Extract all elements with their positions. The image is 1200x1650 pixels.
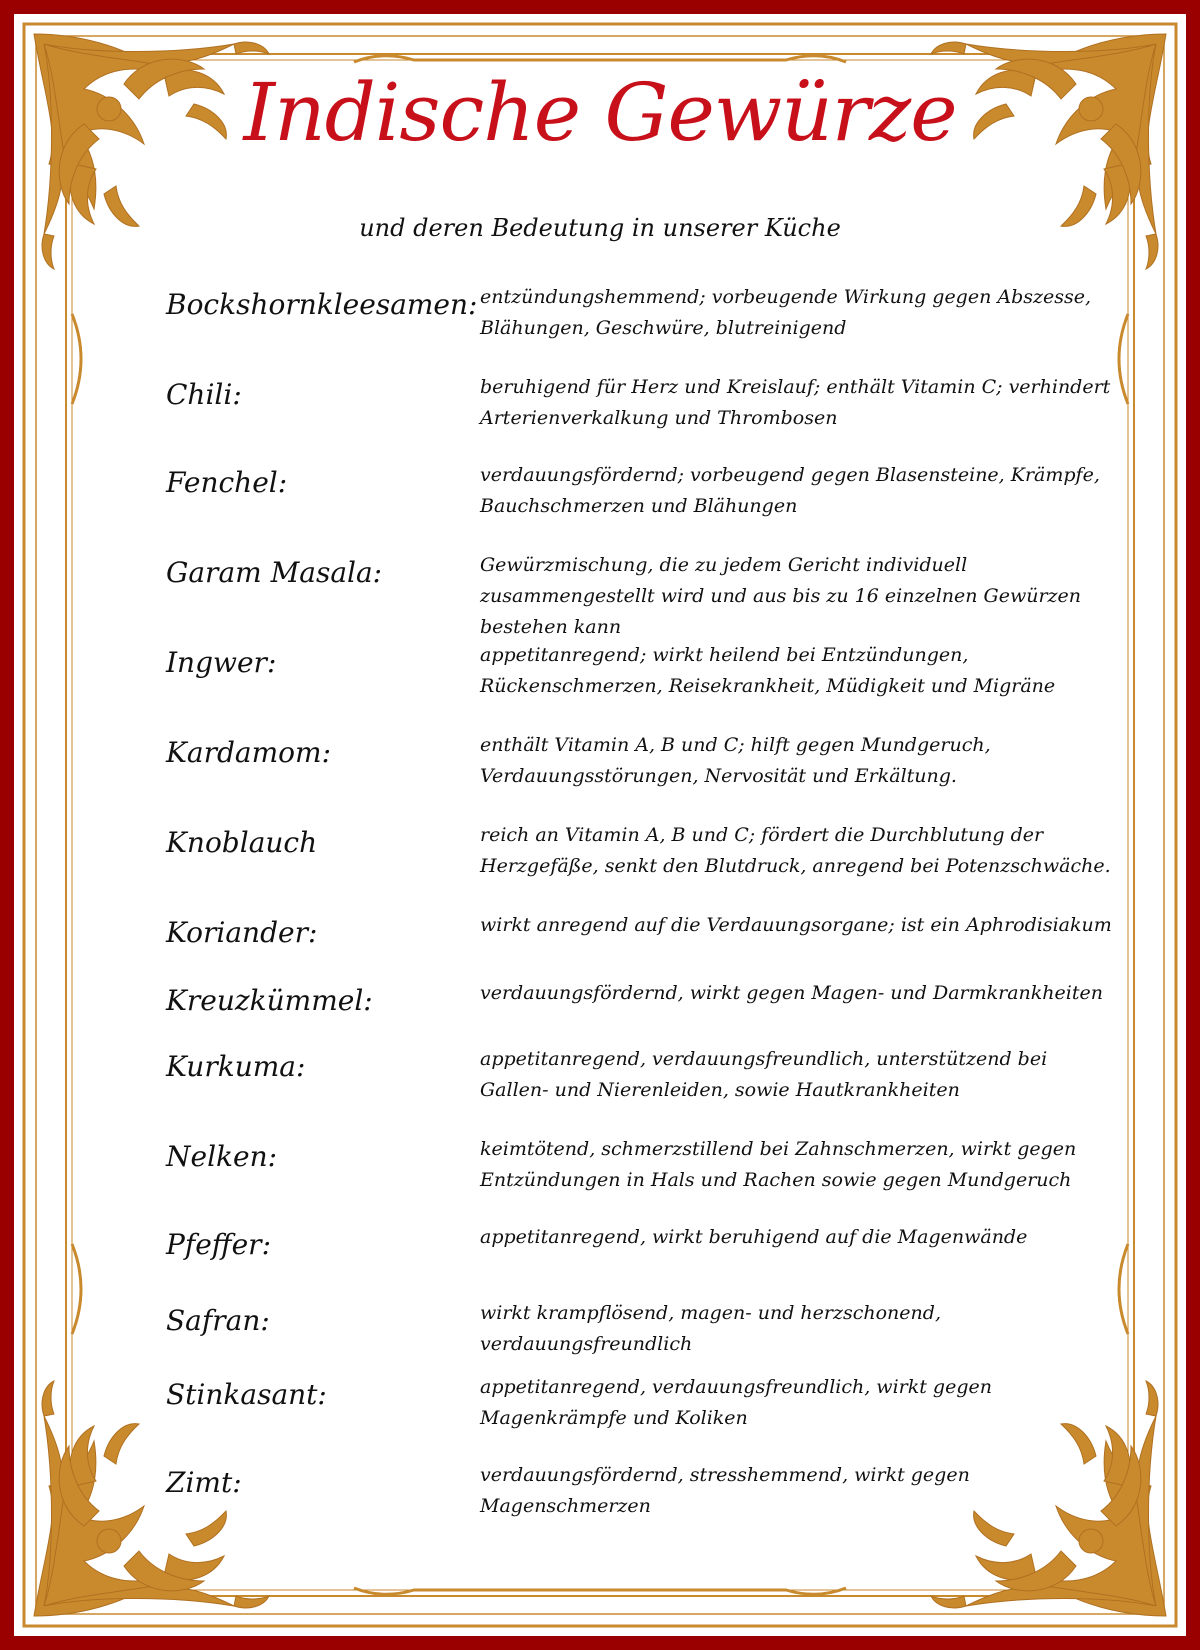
page-title: Indische Gewürze	[243, 66, 957, 159]
spice-name: Bockshornkleesamen:	[166, 288, 478, 321]
spice-description: keimtötend, schmerzstillend bei Zahnschmerzen, wirkt gegen Entzündungen in Hals und Rachen sowie gegen Mundgeruch	[480, 1138, 1077, 1191]
spice-description: appetitanregend, wirkt beruhigend auf die Magenwände	[480, 1226, 1028, 1248]
spice-list	[14, 14, 1186, 1636]
spice-name: Stinkasant:	[166, 1378, 327, 1411]
spice-description: entzündungshemmend; vorbeugende Wirkung gegen Abszesse, Blähungen, Geschwüre, blutreinigend	[480, 286, 1092, 339]
spice-description: appetitanregend; wirkt heilend bei Entzündungen, Rückenschmerzen, Reisekrankheit, Müdigkeit und Migräne	[480, 644, 1056, 697]
spice-name: Kardamom:	[166, 736, 332, 769]
spice-name: Kreuzkümmel:	[166, 984, 373, 1017]
spice-name: Kurkuma:	[166, 1050, 306, 1083]
page-subtitle: und deren Bedeutung in unserer Küche	[359, 214, 841, 242]
spice-description: verdauungsfördernd; vorbeugend gegen Blasensteine, Krämpfe, Bauchschmerzen und Blähungen	[480, 464, 1100, 517]
spice-description: wirkt krampflösend, magen- und herzschonend, verdauungsfreundlich	[480, 1302, 941, 1355]
spice-name: Safran:	[166, 1304, 270, 1337]
spice-sheet	[14, 14, 1186, 1636]
spice-name: Zimt:	[166, 1466, 242, 1499]
spice-description: reich an Vitamin A, B und C; fördert die Durchblutung der Herzgefäße, senkt den Blutdruck, anregend bei Potenzschwäche.	[480, 824, 1111, 877]
spice-description: verdauungsfördernd, wirkt gegen Magen- und Darmkrankheiten	[480, 982, 1103, 1004]
spice-name: Fenchel:	[166, 466, 288, 499]
spice-name: Koriander:	[166, 916, 318, 949]
spice-name: Ingwer:	[166, 646, 277, 679]
spice-description: wirkt anregend auf die Verdauungsorgane; ist ein Aphrodisiakum	[480, 914, 1112, 936]
spice-description: enthält Vitamin A, B und C; hilft gegen Mundgeruch, Verdauungsstörungen, Nervosität und Erkältung.	[480, 734, 991, 787]
spice-description: Gewürzmischung, die zu jedem Gericht individuell zusammengestellt wird und aus bis zu 16 einzelnen Gewürzen bestehen kann	[480, 554, 1082, 638]
spice-name: Garam Masala:	[166, 556, 383, 589]
spice-description: verdauungsfördernd, stresshemmend, wirkt gegen Magenschmerzen	[480, 1464, 970, 1517]
spice-description: appetitanregend, verdauungsfreundlich, wirkt gegen Magenkrämpfe und Koliken	[480, 1376, 992, 1429]
spice-name: Knoblauch	[166, 826, 318, 859]
spice-name: Chili:	[166, 378, 242, 411]
spice-name: Pfeffer:	[166, 1228, 271, 1261]
spice-description: beruhigend für Herz und Kreislauf; enthält Vitamin C; verhindert Arterienverkalkung und Thrombosen	[480, 376, 1111, 429]
spice-description: appetitanregend, verdauungsfreundlich, unterstützend bei Gallen- und Nierenleiden, sowie Hautkrankheiten	[480, 1048, 1048, 1101]
spice-name: Nelken:	[166, 1140, 278, 1173]
